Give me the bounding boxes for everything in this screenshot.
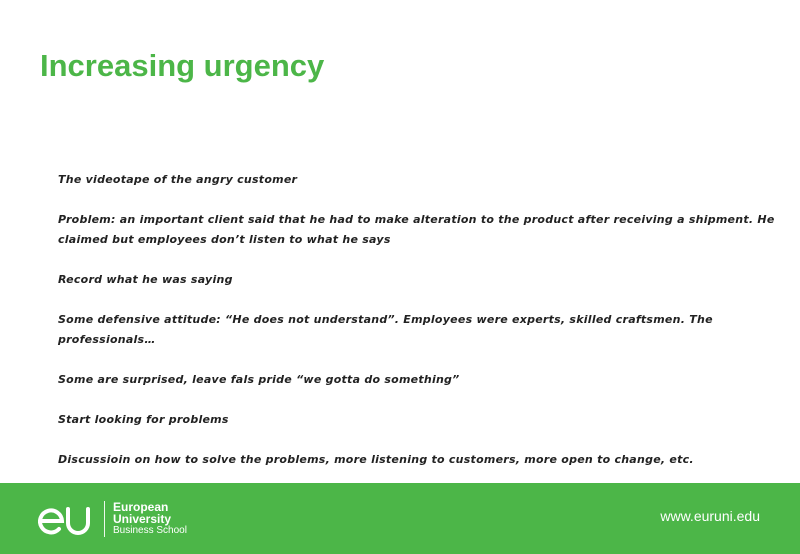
- logo-text: [113, 501, 187, 537]
- paragraph: The videotape of the angry customer: [58, 173, 298, 186]
- website-link[interactable]: www.euruni.edu: [660, 508, 760, 524]
- slide-body: [58, 170, 778, 490]
- paragraph: Problem: an important client said that he had to make alteration to the product after receiving a shipment. He claimed but employees don’t listen to what he says: [58, 213, 775, 246]
- eu-logo-mark-icon: [38, 499, 98, 539]
- paragraph: Record what he was saying: [58, 273, 233, 286]
- paragraph: Discussioin on how to solve the problems, more listening to customers, more open to change, etc.: [58, 453, 694, 466]
- footer-bar: [0, 483, 800, 554]
- paragraph: Some are surprised, leave fals pride “we gotta do something”: [58, 373, 460, 386]
- slide-title: Increasing urgency: [40, 48, 325, 83]
- paragraph: Start looking for problems: [58, 413, 229, 426]
- logo-line-european: European: [113, 500, 169, 514]
- paragraph: Some defensive attitude: “He does not understand”. Employees were experts, skilled craftsmen. The professionals…: [58, 313, 713, 346]
- logo-line-university: University: [113, 512, 172, 526]
- logo-line-business-school: Business School: [113, 525, 187, 536]
- logo-divider: [104, 501, 105, 537]
- eu-logo: [38, 499, 187, 539]
